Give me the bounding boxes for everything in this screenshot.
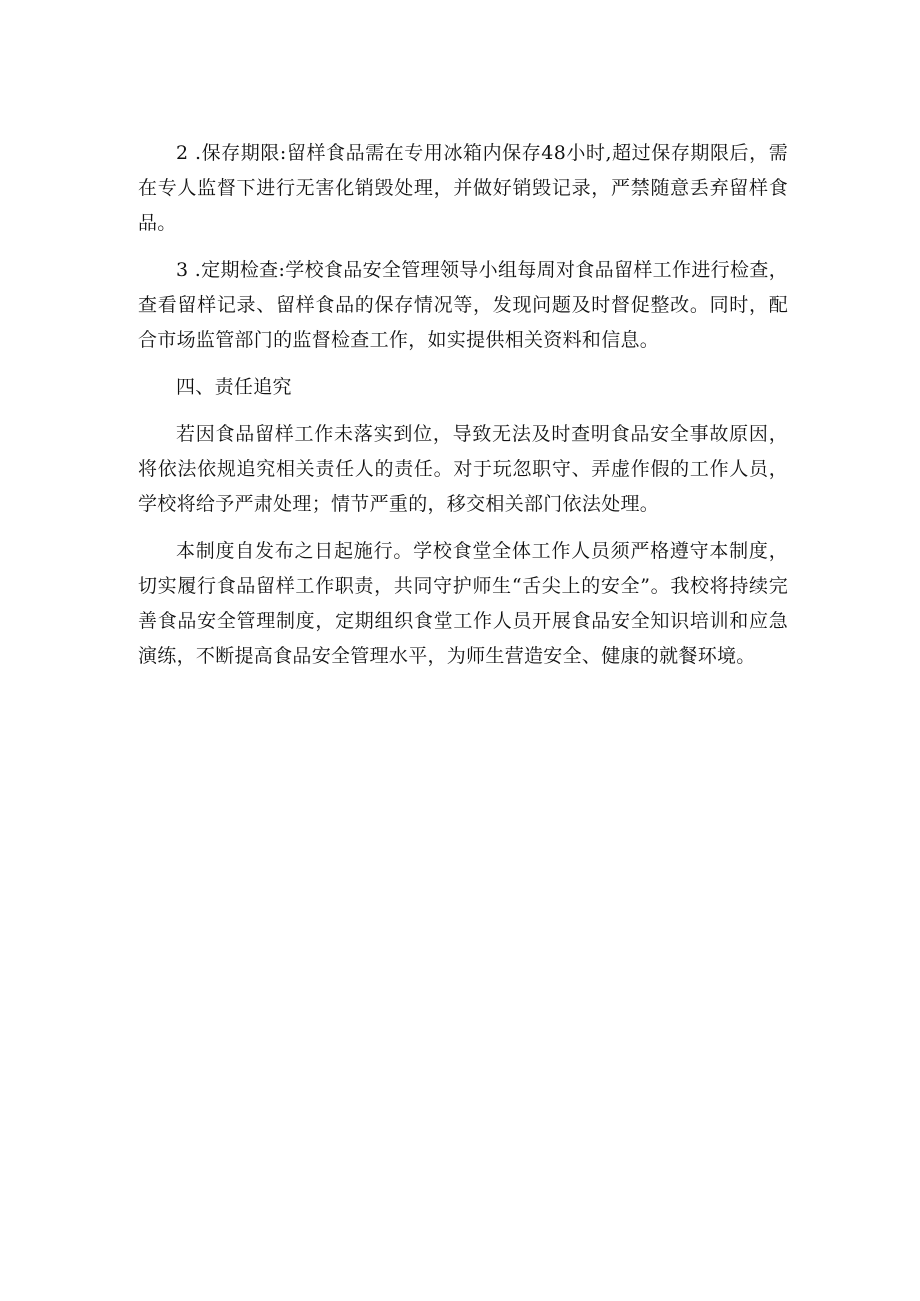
- document-body: [138, 136, 788, 686]
- paragraph-effective-date: 本制度自发布之日起施行。学校食堂全体工作人员须严格遵守本制度，切实履行食品留样工作职责，共同守护师生“舌尖上的安全”。我校将持续完善食品安全管理制度，定期组织食堂工作人员开展食品安全知识培训和应急演练，不断提高食品安全管理水平，为师生营造安全、健康的就餐环境。: [138, 540, 788, 667]
- paragraph-storage-period: 2 .保存期限:留样食品需在专用冰箱内保存48小时,超过保存期限后，需在专人监督下进行无害化销毁处理，并做好销毁记录，严禁随意丢弃留样食品。: [138, 142, 788, 234]
- section-heading-accountability: 四、责任追究: [176, 376, 292, 398]
- paragraph-regular-inspection: 3 .定期检查:学校食品安全管理领导小组每周对食品留样工作进行检查，查看留样记录、留样食品的保存情况等，发现问题及时督促整改。同时，配合市场监管部门的监督检查工作，如实提供相关资料和信息。: [138, 259, 788, 351]
- paragraph-accountability: 若因食品留样工作未落实到位，导致无法及时查明食品安全事故原因，将依法依规追究相关责任人的责任。对于玩忽职守、弄虚作假的工作人员，学校将给予严肃处理；情节严重的，移交相关部门依法处理。: [138, 423, 788, 515]
